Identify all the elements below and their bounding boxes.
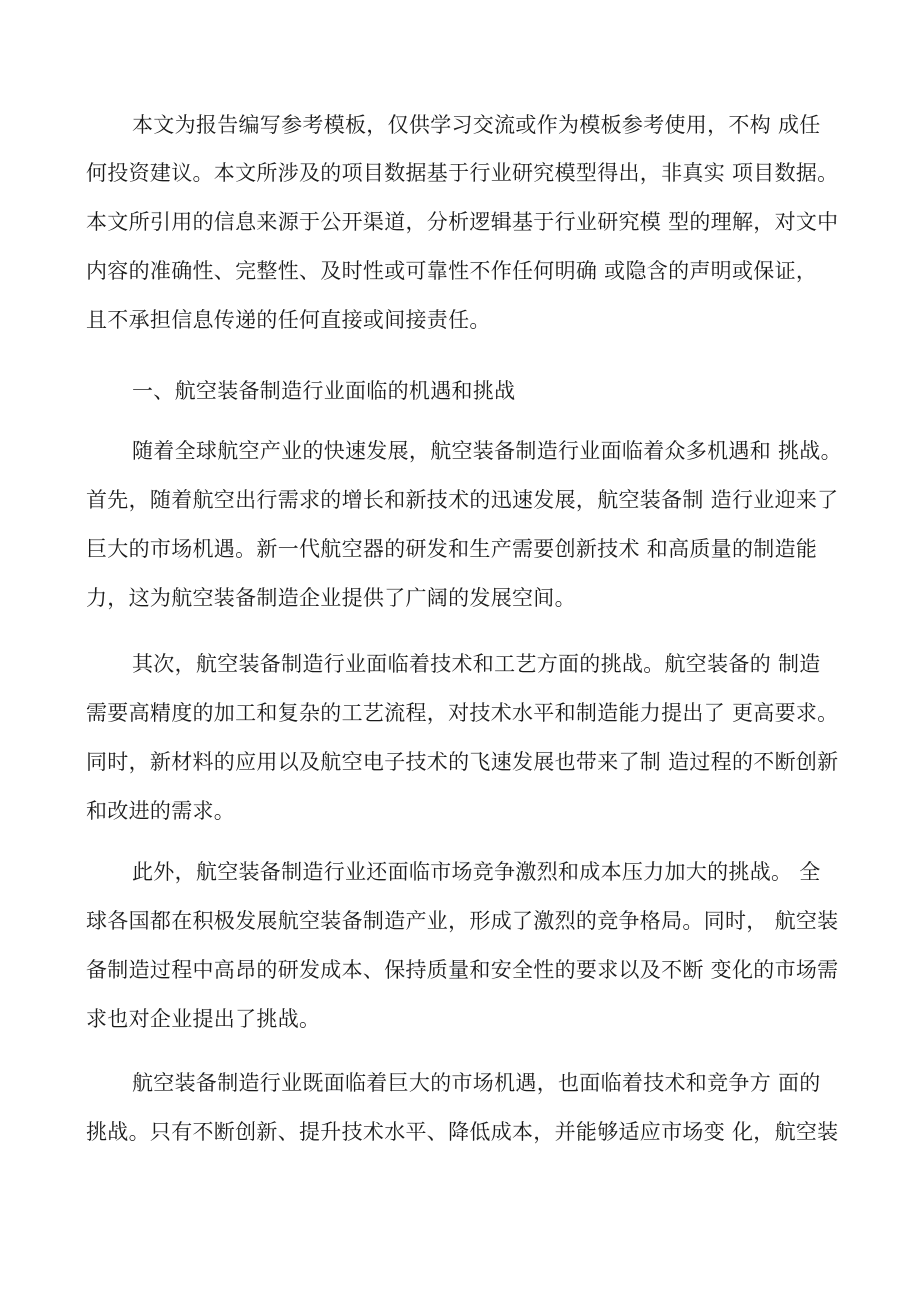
paragraph-line: 首先，随着航空出行需求的增长和新技术的迅速发展，航空装备制 造行业迎来了 <box>86 488 839 512</box>
disclaimer-line: 何投资建议。本文所涉及的项目数据基于行业研究模型得出，非真实 项目数据。 <box>86 161 839 185</box>
paragraph-line: 和改进的需求。 <box>86 799 236 823</box>
disclaimer-line: 内容的准确性、完整性、及时性或可靠性不作任何明确 或隐含的声明或保证， <box>86 259 818 283</box>
paragraph-line: 球各国都在积极发展航空装备制造产业，形成了激烈的竞争格局。同时， 航空装 <box>86 909 839 933</box>
paragraph-line: 需要高精度的加工和复杂的工艺流程，对技术水平和制造能力提出了 更高要求。 <box>86 701 839 725</box>
paragraph-line: 其次，航空装备制造行业面临着技术和工艺方面的挑战。航空装备的 制造 <box>132 652 821 676</box>
paragraph-line: 航空装备制造行业既面临着巨大的市场机遇，也面临着技术和竞争方 面的 <box>132 1071 821 1095</box>
paragraph-line: 备制造过程中高昂的研发成本、保持质量和安全性的要求以及不断 变化的市场需 <box>86 958 839 982</box>
paragraph-line: 求也对企业提出了挑战。 <box>86 1007 321 1031</box>
paragraph-line: 同时，新材料的应用以及航空电子技术的飞速发展也带来了制 造过程的不断创新 <box>86 750 839 774</box>
paragraph-line: 挑战。只有不断创新、提升技术水平、降低成本，并能够适应市场变 化，航空装 <box>86 1120 839 1144</box>
paragraph-line: 随着全球航空产业的快速发展，航空装备制造行业面临着众多机遇和 挑战。 <box>132 439 842 463</box>
paragraph-line: 力，这为航空装备制造企业提供了广阔的发展空间。 <box>86 586 576 610</box>
paragraph-line: 巨大的市场机遇。新一代航空器的研发和生产需要创新技术 和高质量的制造能 <box>86 537 818 561</box>
disclaimer-line: 且不承担信息传递的任何直接或间接责任。 <box>86 308 491 332</box>
disclaimer-line: 本文为报告编写参考模板，仅供学习交流或作为模板参考使用，不构 成任 <box>132 113 821 137</box>
section-heading: 一、航空装备制造行业面临的机遇和挑战 <box>132 379 516 403</box>
paragraph-line: 此外，航空装备制造行业还面临市场竞争激烈和成本压力加大的挑战。 全 <box>132 860 821 884</box>
disclaimer-line: 本文所引用的信息来源于公开渠道，分析逻辑基于行业研究模 型的理解，对文中 <box>86 210 839 234</box>
